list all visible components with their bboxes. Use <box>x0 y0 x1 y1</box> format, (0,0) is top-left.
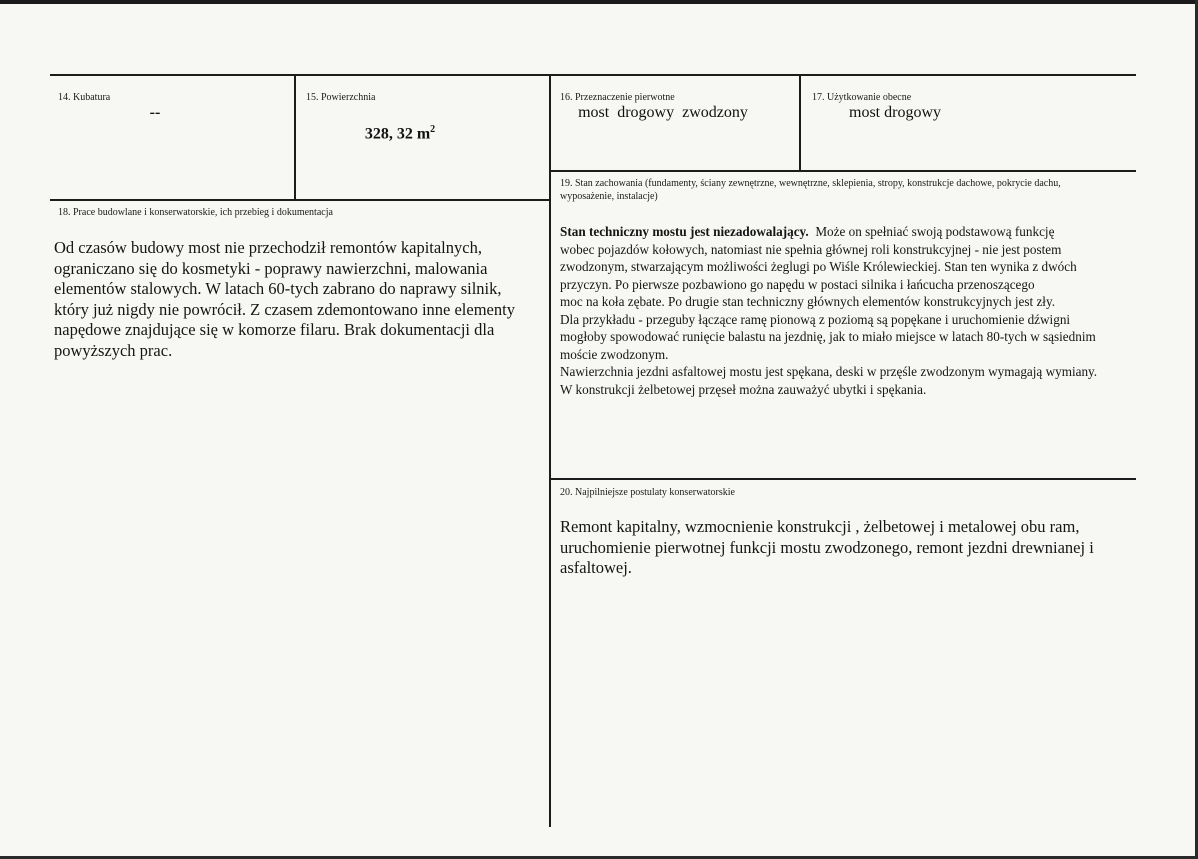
text-line: ograniczano się do kosmetyki - poprawy nawierzchni, malowania <box>54 258 488 278</box>
text-line: mogłoby spowodować runięcie balastu na jezdnię, jak to miało miejsce w latach 80-tych w sąsiednim <box>560 329 1096 344</box>
text-line: moście zwodzonym. <box>560 346 669 362</box>
text-line: asfaltowej. <box>560 558 632 577</box>
field-19-text <box>560 223 1140 398</box>
area-unit-exponent: 2 <box>430 124 436 135</box>
divider-16-17 <box>799 74 801 171</box>
text-line <box>560 223 1140 241</box>
divider-14-15 <box>294 74 296 200</box>
label-line: 19. Stan zachowania (fundamenty, ściany zewnętrzne, wewnętrzne, sklepienia, stropy, konstrukcje dachowe, pokrycie dachu, <box>560 178 1061 189</box>
text-line: który już nigdy nie powrócił. Z czasem zdemontowano inne elementy <box>54 299 515 319</box>
text-line: Remont kapitalny, wzmocnienie konstrukcji , żelbetowej i metalowej obu ram, <box>560 517 1080 536</box>
field-18-text <box>54 238 544 361</box>
text-line: Od czasów budowy most nie przechodził remontów kapitalnych, <box>54 238 482 257</box>
field-17-value: most drogowy <box>849 104 941 121</box>
bold-lead: Stan techniczny mostu jest niezadowalający. <box>560 224 809 239</box>
text-line: Dla przykładu - przeguby łączące ramę pionową z poziomą są popękane i uruchomienie dźwigni <box>560 311 1071 327</box>
rule-under-14-15 <box>50 199 550 201</box>
field-19-label <box>560 177 1140 203</box>
text-line: przyczyn. Po pierwsze pozbawiono go napędu w postaci silnika i łańcucha przenoszącego <box>560 276 1035 292</box>
center-divider <box>549 74 551 827</box>
form-top-rule <box>50 74 1136 76</box>
text-line: napędowe znajdujące się w komorze filaru. Brak dokumentacji dla <box>54 320 495 339</box>
field-16-label: 16. Przeznaczenie pierwotne <box>560 92 675 103</box>
text-line: wobec pojazdów kołowych, natomiast nie spełnia głównej roli konstrukcyjnej - nie jest postem <box>560 241 1062 257</box>
text-line: W konstrukcji żelbetowej przęseł można zauważyć ubytki i spękania. <box>560 381 927 397</box>
text-line: powyższych prac. <box>54 340 173 360</box>
field-15-value <box>300 124 500 143</box>
area-number: 328, 32 m <box>364 125 431 143</box>
field-14-value: -- <box>149 104 161 121</box>
field-18-label: 18. Prace budowlane i konserwatorskie, ich przebieg i dokumentacja <box>58 207 333 218</box>
field-20-label: 20. Najpilniejsze postulaty konserwatorskie <box>560 487 735 498</box>
rule-under-16-17 <box>549 170 1136 172</box>
field-16-value: most drogowy zwodzony <box>578 104 748 121</box>
field-17-label: 17. Użytkowanie obecne <box>812 92 912 103</box>
text-line: elementów stalowych. W latach 60-tych zabrano do naprawy silnik, <box>54 279 502 298</box>
text-line: moc na koła zębate. Po drugie stan techniczny głównych elementów konstrukcyjnych jest zły. <box>560 294 1055 309</box>
text-line: zwodzonym, stwarzającym możliwości żeglugi po Wiśle Królewieckiej. Stan ten wynika z dwóch <box>560 259 1077 274</box>
text-line: Nawierzchnia jezdni asfaltowej mostu jest spękana, deski w przęśle zwodzonym wymagają wymiany. <box>560 364 1098 379</box>
label-line: wyposażenie, instalacje) <box>560 191 658 202</box>
field-20-text <box>560 517 1140 579</box>
field-15-label: 15. Powierzchnia <box>306 92 376 103</box>
text-line: uruchomienie pierwotnej funkcji mostu zwodzonego, remont jezdni drewnianej i <box>560 537 1094 557</box>
scan-edge-top <box>0 0 1198 4</box>
lead-rest: Może on spełniać swoją podstawową funkcję <box>808 224 1055 239</box>
rule-under-19 <box>549 478 1136 480</box>
field-14-label: 14. Kubatura <box>58 92 111 103</box>
